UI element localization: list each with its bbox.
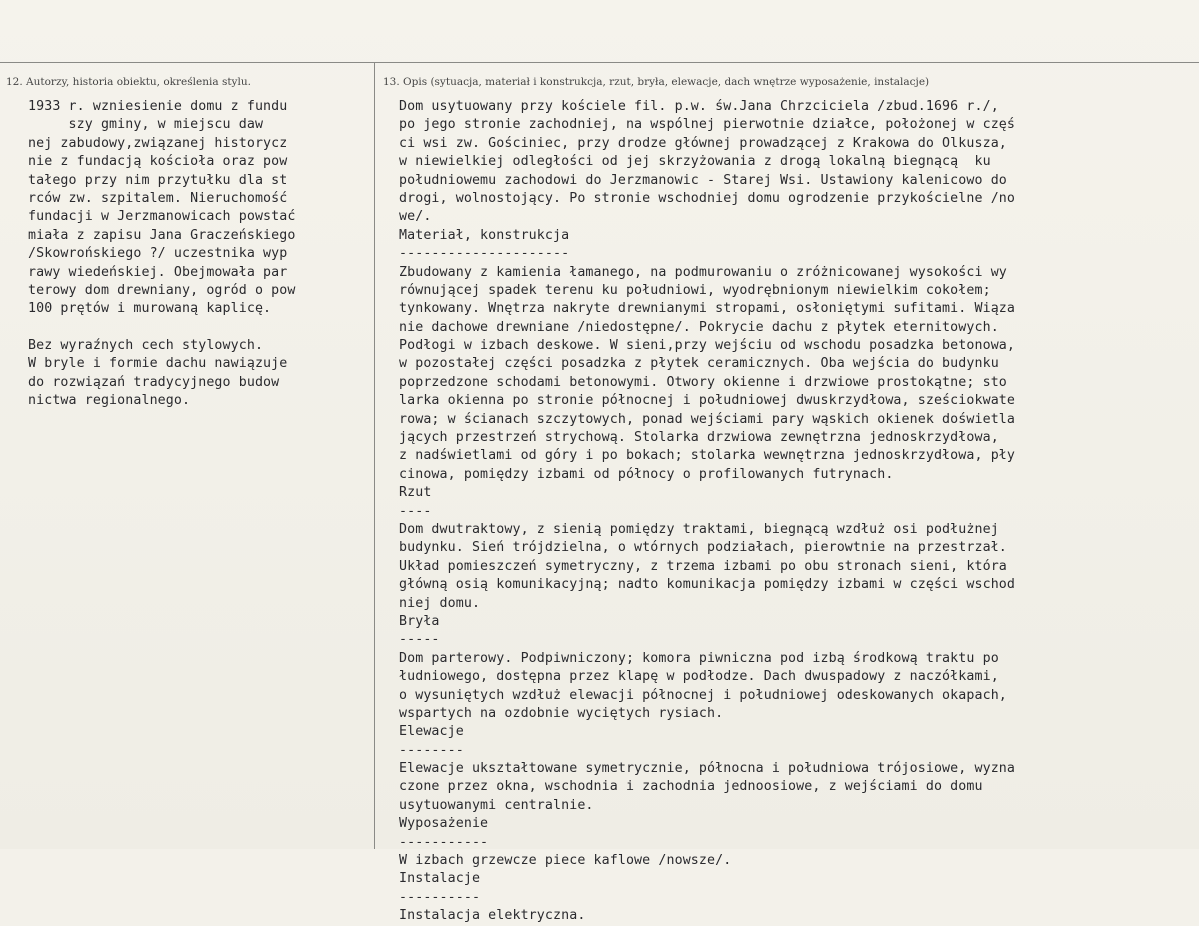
- typed-line: Bryła: [399, 613, 440, 629]
- typed-line: nej zabudowy,związanej historycz: [28, 135, 288, 151]
- typed-line: Dom parterowy. Podpiwniczony; komora piwniczna pod izbą środkową traktu po: [399, 650, 999, 666]
- typed-line: tynkowany. Wnętrza nakryte drewnianymi stropami, osłoniętymi sufitami. Wiąza: [399, 301, 1016, 317]
- typed-line: 100 prętów i murowaną kaplicę.: [28, 301, 272, 317]
- description-text: [399, 98, 1015, 926]
- typed-line: szy gminy, w miejscu daw: [28, 117, 264, 133]
- typed-line: Wyposażenie: [399, 816, 489, 832]
- typed-line: tałego przy nim przytułku dla st: [28, 172, 288, 188]
- typed-line: Zbudowany z kamienia łamanego, na podmurowaniu o zróżnicowanej wysokości wy: [399, 264, 1007, 280]
- typed-line: 1933 r. wzniesienie domu z fundu: [28, 99, 288, 114]
- typed-line: Dom dwutraktowy, z sienią pomiędzy traktami, biegnącą wzdłuż osi podłużnej: [399, 521, 999, 537]
- typed-line: Podłogi w izbach deskowe. W sieni,przy wejściu od wschodu posadzka betonowa,: [399, 338, 1016, 354]
- typed-line: Instalacje: [399, 871, 481, 887]
- typed-line: nie z fundacją kościoła oraz pow: [28, 154, 288, 170]
- column-divider: [374, 62, 375, 849]
- typed-line: z nadświetlami od góry i po bokach; stolarka wewnętrzna jednoskrzydłowa, pły: [399, 448, 1016, 464]
- section-13-header: 13. Opis (sytuacja, materiał i konstrukcja, rzut, bryła, elewacje, dach wnętrze wyposażenie, instalacje): [383, 76, 930, 88]
- typed-line: cinowa, pomiędzy izbami od północy o profilowanych futrynach.: [399, 466, 894, 482]
- typed-line: Rzut: [399, 485, 432, 501]
- typed-line: Instalacja elektryczna.: [399, 908, 586, 924]
- typed-line: łudniowego, dostępna przez klapę w podłodze. Dach dwuspadowy z naczółkami,: [399, 669, 999, 685]
- typed-line: fundacji w Jerzmanowicach powstać: [28, 209, 296, 225]
- typed-line: rawy wiedeńskiej. Obejmowała par: [28, 264, 288, 280]
- typed-line: -----: [399, 632, 440, 648]
- typed-line: wspartych na ozdobnie wyciętych rysiach.: [399, 705, 724, 721]
- typed-line: nictwa regionalnego.: [28, 393, 191, 409]
- typed-line: południowemu zachodowi do Jerzmanowic - Starej Wsi. Ustawiony kalenicowo do: [399, 172, 1007, 188]
- typed-line: miała z zapisu Jana Graczeńskiego: [28, 227, 296, 243]
- typed-line: Układ pomieszczeń symetryczny, z trzema izbami po obu stronach sieni, która: [399, 558, 1007, 574]
- typed-line: niej domu.: [399, 595, 481, 611]
- typed-line: ---------------------: [399, 246, 570, 262]
- typed-line: Materiał, konstrukcja: [399, 227, 570, 243]
- typed-line: po jego stronie zachodniej, na wspólnej pierwotnie działce, położonej w częś: [399, 117, 1016, 133]
- typed-line: budynku. Sień trójdzielna, o wtórnych podziałach, pierowtnie na przestrzał.: [399, 540, 1007, 556]
- typed-line: terowy dom drewniany, ogród o pow: [28, 282, 296, 298]
- typed-line: w pozostałej części posadzka z płytek ceramicznych. Oba wejścia do budynku: [399, 356, 999, 372]
- typed-line: --------: [399, 742, 464, 758]
- typed-line: rowa; w ścianach szczytowych, ponad wejściami pary wąskich okienek doświetla: [399, 411, 1016, 427]
- typed-line: we/.: [399, 209, 432, 225]
- typed-line: ci wsi zw. Gościniec, przy drodze głównej prowadzącej z Krakowa do Olkusza,: [399, 135, 1007, 151]
- typed-line: W izbach grzewcze piece kaflowe /nowsze/.: [399, 853, 732, 869]
- typed-line: w niewielkiej odległości od jej skrzyżowania z drogą lokalną biegnącą ku: [399, 154, 991, 170]
- typed-line: do rozwiązań tradycyjnego budow: [28, 374, 280, 390]
- typed-line: Dom usytuowany przy kościele fil. p.w. św.Jana Chrzciciela /zbud.1696 r./,: [399, 99, 999, 114]
- typed-line: główną osią komunikacyjną; nadto komunikacja pomiędzy izbami w części wschod: [399, 577, 1016, 593]
- typed-line: ----: [399, 503, 432, 519]
- typed-line: ----------: [399, 889, 481, 905]
- typed-line: Elewacje ukształtowane symetrycznie, północna i południowa trójosiowe, wyzna: [399, 761, 1016, 777]
- typed-line: -----------: [399, 834, 489, 850]
- typed-line: nie dachowe drewniane /niedostępne/. Pokrycie dachu z płytek eternitowych.: [399, 319, 999, 335]
- typed-line: czone przez okna, wschodnia i zachodnia jednoosiowe, z wejściami do domu: [399, 779, 983, 795]
- typed-line: poprzedzone schodami betonowymi. Otwory okienne i drzwiowe prostokątne; sto: [399, 374, 1007, 390]
- typed-line: jących przestrzeń strychową. Stolarka drzwiowa zewnętrzna jednoskrzydłowa,: [399, 430, 999, 446]
- typed-line: Elewacje: [399, 724, 464, 740]
- typed-line: drogi, wolnostojący. Po stronie wschodniej domu ogrodzenie przykościelne /no: [399, 190, 1016, 206]
- section-12-header: 12. Autorzy, historia obiektu, określenia stylu.: [6, 76, 251, 88]
- typed-line: /Skowrońskiego ?/ uczestnika wyp: [28, 246, 288, 262]
- top-rule: [0, 62, 1199, 63]
- typed-line: równującej spadek terenu ku południowi, wyodrębnionym niewielkim cokołem;: [399, 282, 991, 298]
- typed-line: o wysuniętych wzdłuż elewacji północnej i południowej odeskowanych okapach,: [399, 687, 1007, 703]
- typed-line: Bez wyraźnych cech stylowych.: [28, 338, 264, 354]
- typed-line: [28, 319, 295, 337]
- authors-history-style-text: [28, 98, 295, 411]
- typed-line: rców zw. szpitalem. Nieruchomość: [28, 190, 288, 206]
- typed-line: W bryle i formie dachu nawiązuje: [28, 356, 288, 372]
- typed-line: larka okienna po stronie północnej i południowej dwuskrzydłowa, sześciokwate: [399, 393, 1016, 409]
- typed-line: usytuowanymi centralnie.: [399, 797, 594, 813]
